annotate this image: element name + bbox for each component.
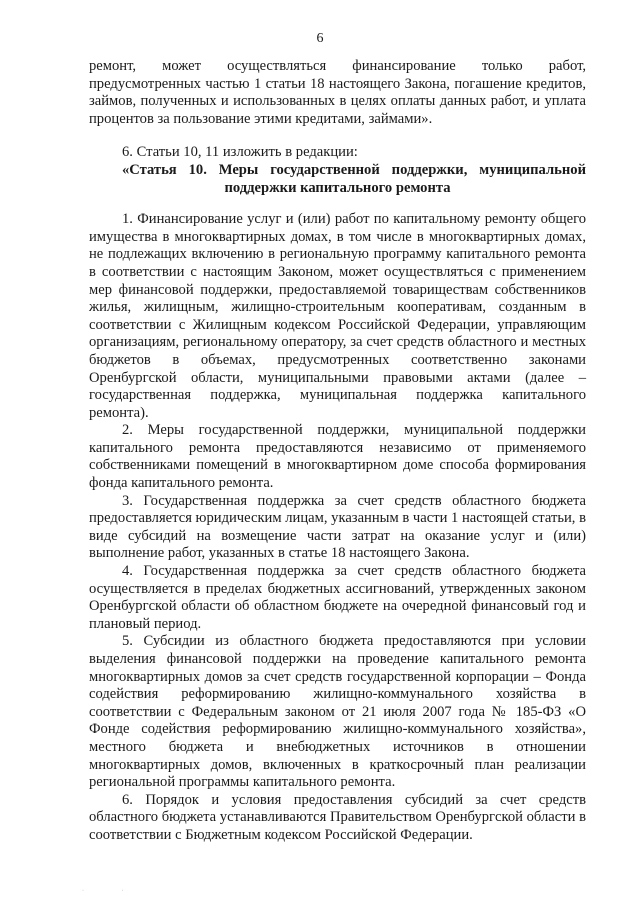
page-number: 6	[316, 31, 324, 46]
paragraph-6: 6. Порядок и условия предоставления субсидий за счет средств областного бюджета устанавливаются Правительством Оренбургской области в соответствии с Бюджетным кодексом Российской Федерации.	[89, 791, 586, 843]
paragraph-1: 1. Финансирование услуг и (или) работ по капитальному ремонту общего имущества в многоквартирных домах, в том числе в многоквартирных домах, не подлежащих включению в региональную программу капитального ремонта в соответствии с настоящим Законом, может осуществляться с применением мер финансовой поддержки, предоставляемой товариществам собственников жилья, жилищным, жилищно-строительным кооперативам, созданным в соответствии с Жилищным кодексом Российской Федерации, управляющим организациям, региональному оператору, за счет средств областного и местных бюджетов в объемах, предусмотренных соответственно законами Оренбургской области, муниципальными правовыми актами (далее – государственная поддержка, муниципальная поддержка капитального ремонта).	[89, 211, 586, 421]
intro-paragraph: ремонт, может осуществляться финансирование только работ, предусмотренных частью 1 статьи 18 настоящего Закона, погашение кредитов, займов, полученных и использованных в целях оплаты данных работ, и уплата процентов за пользование этими кредитами, займами».	[89, 58, 586, 127]
article-heading	[89, 162, 586, 197]
article-heading-line-2: поддержки капитального ремонта	[224, 179, 451, 196]
scan-specks: · ·	[82, 888, 142, 894]
paragraph-4: 4. Государственная поддержка за счет средств областного бюджета осуществляется в пределах бюджетных ассигнований, утвержденных законом Оренбургской области об областном бюджете на очередной финансовый год и плановый период.	[89, 563, 586, 632]
paragraph-5: 5. Субсидии из областного бюджета предоставляются при условии выделения финансовой поддержки на проведение капитального ремонта многоквартирных домов за счет средств государственной корпорации – Фонда содействия реформированию жилищно-коммунального хозяйства в соответствии с Федеральным законом от 21 июля 2007 года № 185-ФЗ «О Фонде содействия реформированию жилищно-коммунального хозяйства», местного бюджета и внебюджетных источников в отношении многоквартирных домов, включенных в краткосрочный план реализации региональной программы капитального ремонта.	[89, 633, 586, 791]
amendment-line: 6. Статьи 10, 11 изложить в редакции:	[122, 144, 358, 161]
paragraph-3: 3. Государственная поддержка за счет средств областного бюджета предоставляется юридическим лицам, указанным в части 1 настоящей статьи, в виде субсидий на возмещение части затрат на оказание услуг и (или) выполнение работ, указанных в статье 18 настоящего Закона.	[89, 492, 586, 562]
paragraph-2: 2. Меры государственной поддержки, муниципальной поддержки капитального ремонта предоставляются независимо от применяемого собственниками помещений в многоквартирном доме способа формирования фонда капитального ремонта.	[89, 422, 586, 492]
article-heading-line-1: «Статья 10. Меры государственной поддержки, муниципальной	[122, 161, 586, 178]
document-body	[89, 58, 586, 845]
